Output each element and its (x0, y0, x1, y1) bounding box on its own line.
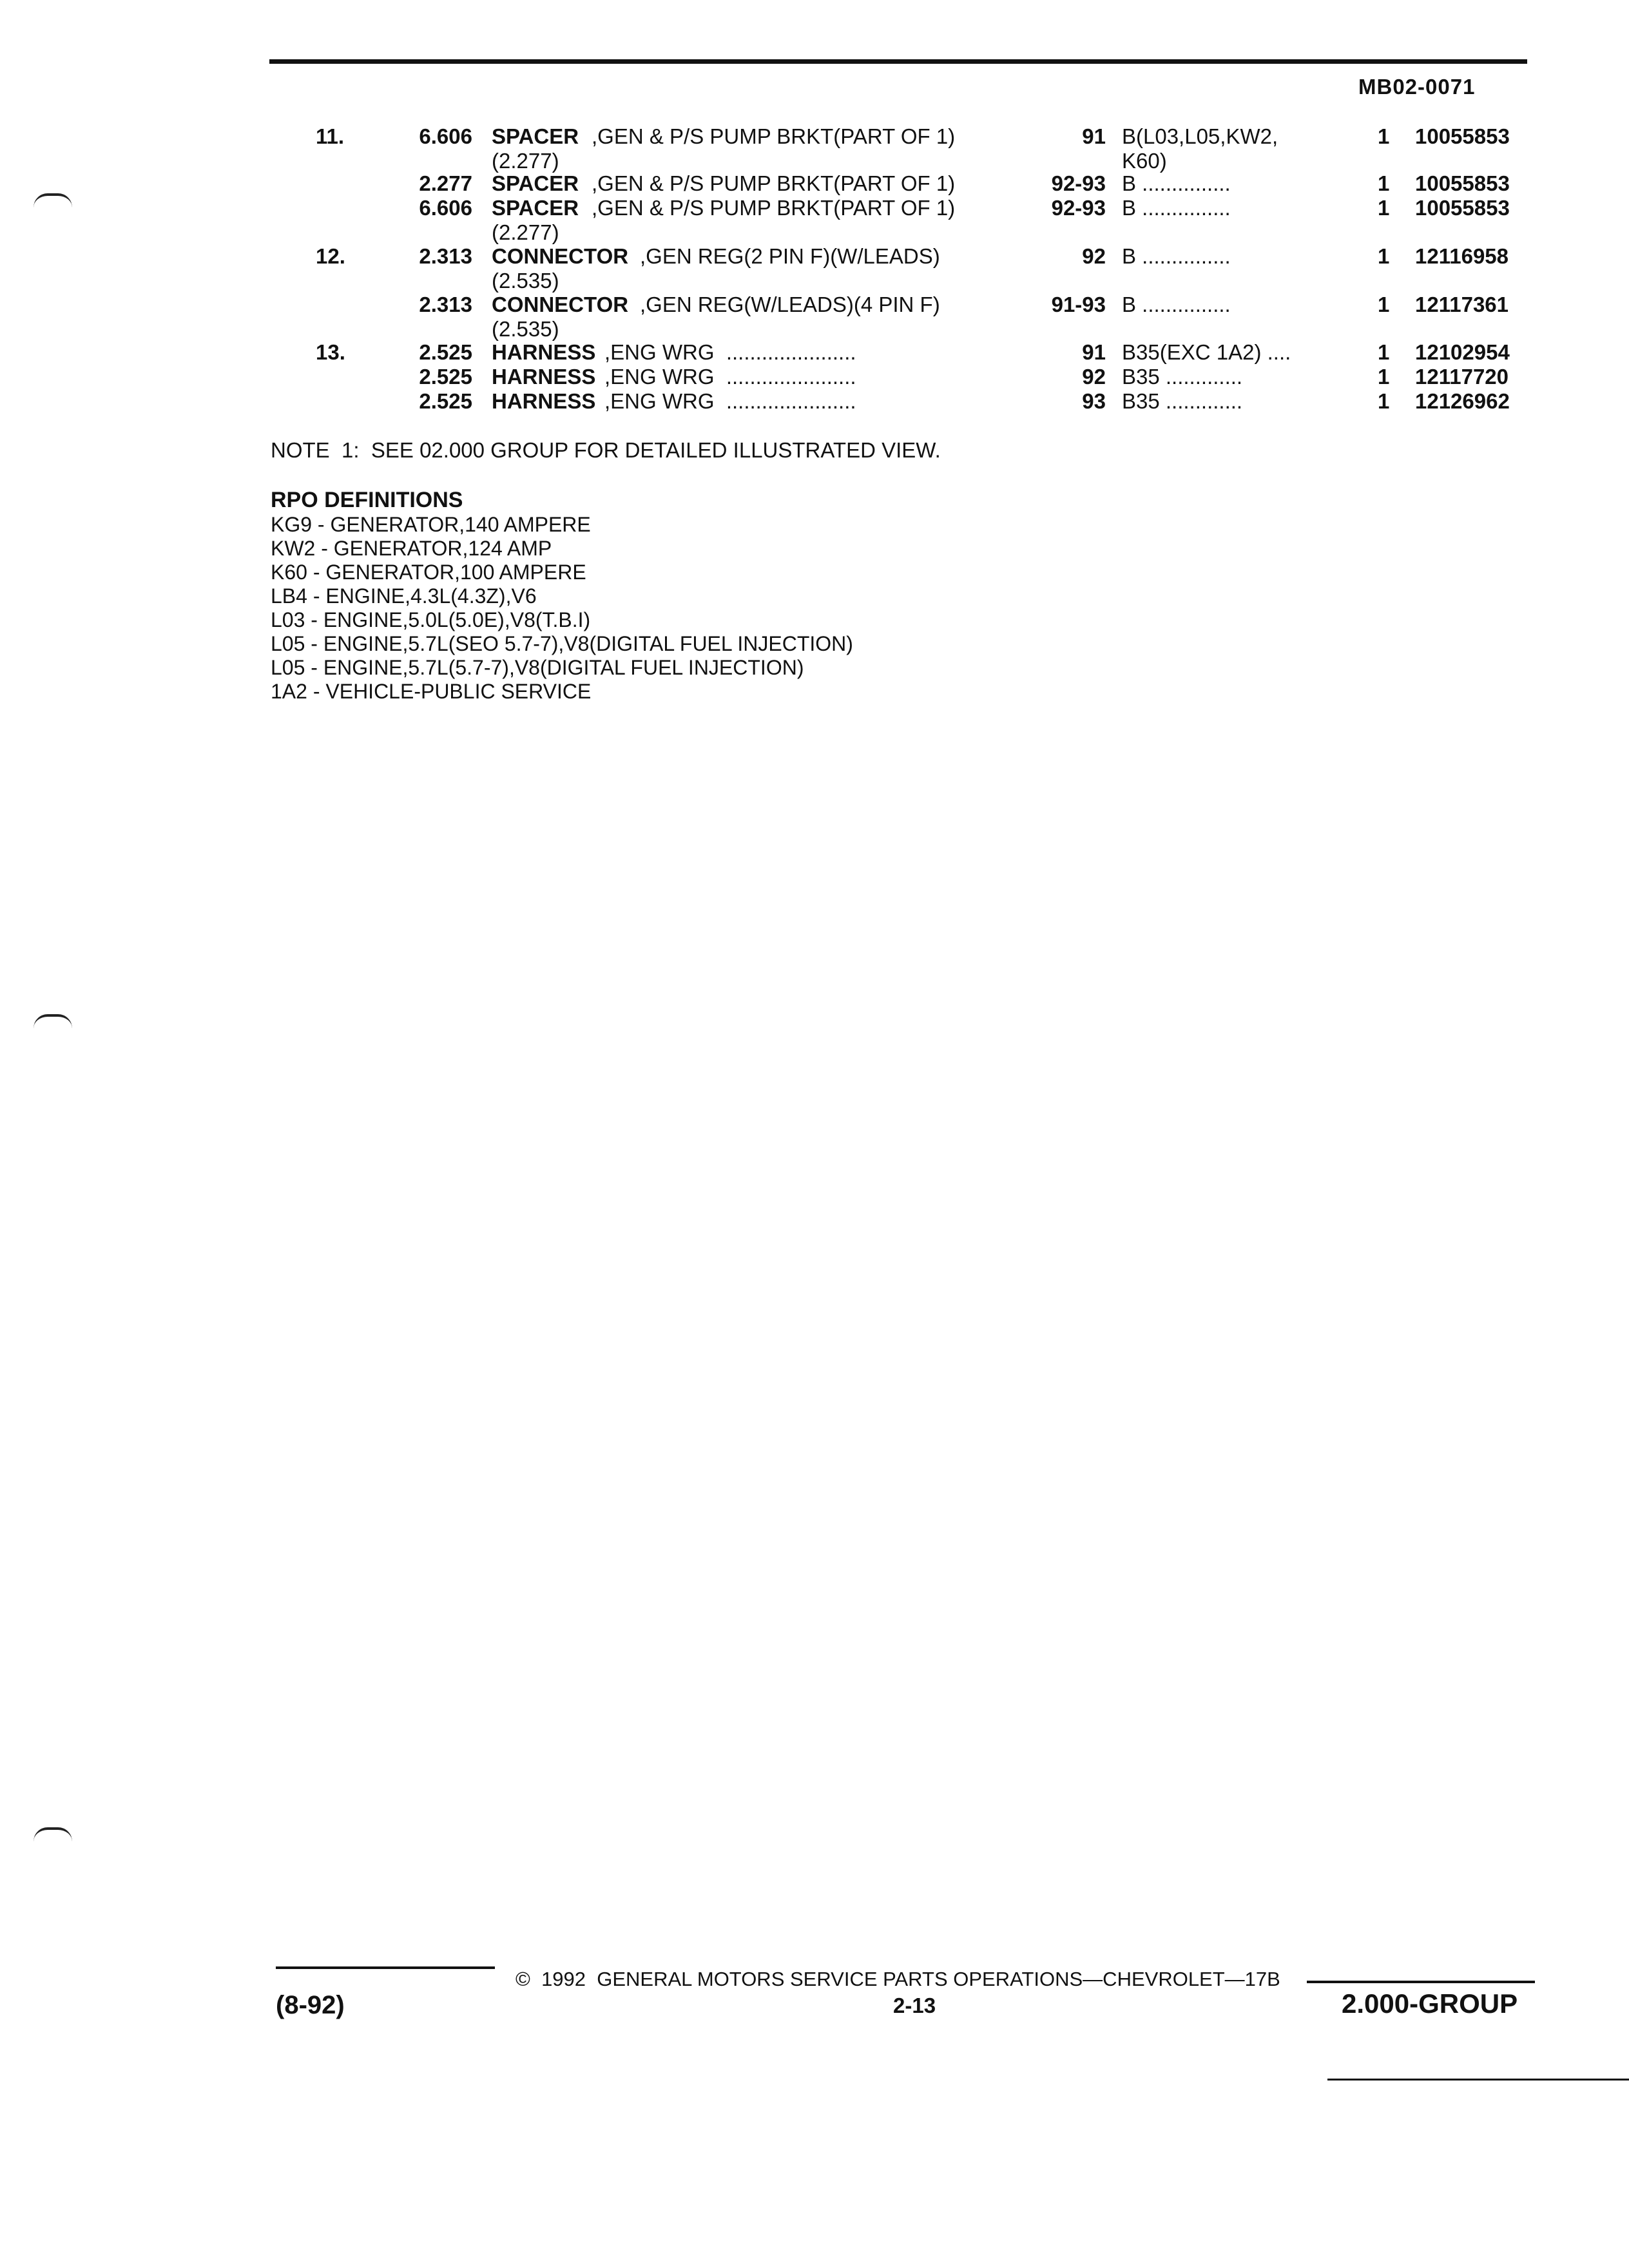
rpo-heading: RPO DEFINITIONS (271, 488, 463, 512)
binder-mark (34, 193, 72, 207)
group-number: 2.525 (419, 365, 472, 389)
group-number: 2.525 (419, 340, 472, 364)
table-row (0, 244, 1629, 270)
part-description: ,ENG WRG ...................... (604, 340, 856, 364)
model-year: 92 (1082, 365, 1106, 389)
table-row (0, 365, 1629, 390)
quantity: 1 (1378, 244, 1390, 268)
description-continuation: (2.277) (492, 149, 559, 173)
part-description: ,ENG WRG ...................... (604, 389, 856, 413)
part-number: 12116958 (1415, 244, 1509, 268)
rpo-item: 1A2 - VEHICLE-PUBLIC SERVICE (271, 680, 592, 703)
model-code: B35 ............. (1122, 365, 1243, 389)
part-name: SPACER (492, 171, 579, 195)
rpo-item: KG9 - GENERATOR,140 AMPERE (271, 513, 591, 536)
part-number: 12102954 (1415, 340, 1510, 364)
description-continuation: (2.277) (492, 220, 559, 244)
model-code: B(L03,L05,KW2, (1122, 124, 1278, 148)
quantity: 1 (1378, 196, 1390, 220)
model-year: 92-93 (1051, 171, 1106, 195)
quantity: 1 (1378, 124, 1390, 148)
table-row (0, 340, 1629, 366)
model-code: B ............... (1122, 196, 1231, 220)
rpo-item: L05 - ENGINE,5.7L(5.7-7),V8(DIGITAL FUEL INJECTION) (271, 656, 804, 679)
part-description: ,ENG WRG ...................... (604, 365, 856, 389)
model-code: B ............... (1122, 171, 1231, 195)
part-name: SPACER (492, 196, 579, 220)
model-year: 92-93 (1051, 196, 1106, 220)
part-description: ,GEN & P/S PUMP BRKT(PART OF 1) (592, 196, 956, 220)
model-year: 91 (1082, 124, 1106, 148)
model-code: B35(EXC 1A2) .... (1122, 340, 1291, 364)
part-name: HARNESS (492, 389, 596, 413)
part-number: 10055853 (1415, 171, 1510, 195)
part-description: ,GEN & P/S PUMP BRKT(PART OF 1) (592, 124, 956, 148)
part-name: HARNESS (492, 365, 596, 389)
description-continuation: (2.535) (492, 269, 559, 293)
model-year: 93 (1082, 389, 1106, 413)
quantity: 1 (1378, 365, 1390, 389)
model-code: B35 ............. (1122, 389, 1243, 413)
group-number: 6.606 (419, 124, 472, 148)
part-name: HARNESS (492, 340, 596, 364)
item-number: 13. (316, 340, 345, 364)
footer-copyright: © 1992 GENERAL MOTORS SERVICE PARTS OPERATIONS—CHEVROLET—17B (516, 1968, 1280, 1990)
table-row (0, 389, 1629, 415)
rpo-item: KW2 - GENERATOR,124 AMP (271, 537, 552, 560)
footer-group: 2.000-GROUP (1342, 1988, 1518, 2019)
part-number: 12117361 (1415, 293, 1509, 316)
part-description: ,GEN REG(2 PIN F)(W/LEADS) (640, 244, 940, 268)
footer-page-number: 2-13 (893, 1994, 936, 2017)
part-description: ,GEN & P/S PUMP BRKT(PART OF 1) (592, 171, 956, 195)
part-name: CONNECTOR (492, 293, 629, 316)
part-number: 10055853 (1415, 124, 1510, 148)
model-year: 91 (1082, 340, 1106, 364)
part-number: 12126962 (1415, 389, 1510, 413)
part-number: 10055853 (1415, 196, 1510, 220)
part-number: 12117720 (1415, 365, 1509, 389)
quantity: 1 (1378, 389, 1390, 413)
quantity: 1 (1378, 340, 1390, 364)
rpo-item: LB4 - ENGINE,4.3L(4.3Z),V6 (271, 584, 537, 608)
model-year: 92 (1082, 244, 1106, 268)
quantity: 1 (1378, 171, 1390, 195)
part-name: SPACER (492, 124, 579, 148)
table-row (0, 124, 1629, 150)
table-row (0, 171, 1629, 197)
doc-code: MB02-0071 (1358, 75, 1476, 99)
table-row (0, 293, 1629, 318)
part-name: CONNECTOR (492, 244, 629, 268)
group-number: 2.313 (419, 244, 472, 268)
footer-rule-right (1307, 1981, 1535, 1983)
top-rule (269, 59, 1527, 64)
binder-mark (34, 1827, 72, 1841)
footer-rule-left (276, 1966, 495, 1969)
model-code: B ............... (1122, 244, 1231, 268)
item-number: 11. (316, 124, 345, 148)
rpo-item: K60 - GENERATOR,100 AMPERE (271, 561, 586, 584)
group-number: 6.606 (419, 196, 472, 220)
rpo-item: L05 - ENGINE,5.7L(SEO 5.7-7),V8(DIGITAL FUEL INJECTION) (271, 632, 853, 655)
group-number: 2.313 (419, 293, 472, 316)
model-code: B ............... (1122, 293, 1231, 316)
description-continuation: (2.535) (492, 317, 559, 341)
group-number: 2.277 (419, 171, 472, 195)
footer-date: (8-92) (276, 1991, 345, 2019)
model-continuation: K60) (1122, 149, 1167, 173)
bottom-edge-rule (1327, 2079, 1629, 2081)
group-number: 2.525 (419, 389, 472, 413)
note-text: NOTE 1: SEE 02.000 GROUP FOR DETAILED ILLUSTRATED VIEW. (271, 438, 941, 462)
binder-mark (34, 1014, 72, 1028)
model-year: 91-93 (1051, 293, 1106, 316)
rpo-item: L03 - ENGINE,5.0L(5.0E),V8(T.B.I) (271, 608, 591, 631)
item-number: 12. (316, 244, 345, 268)
part-description: ,GEN REG(W/LEADS)(4 PIN F) (640, 293, 940, 316)
table-row (0, 196, 1629, 222)
quantity: 1 (1378, 293, 1390, 316)
